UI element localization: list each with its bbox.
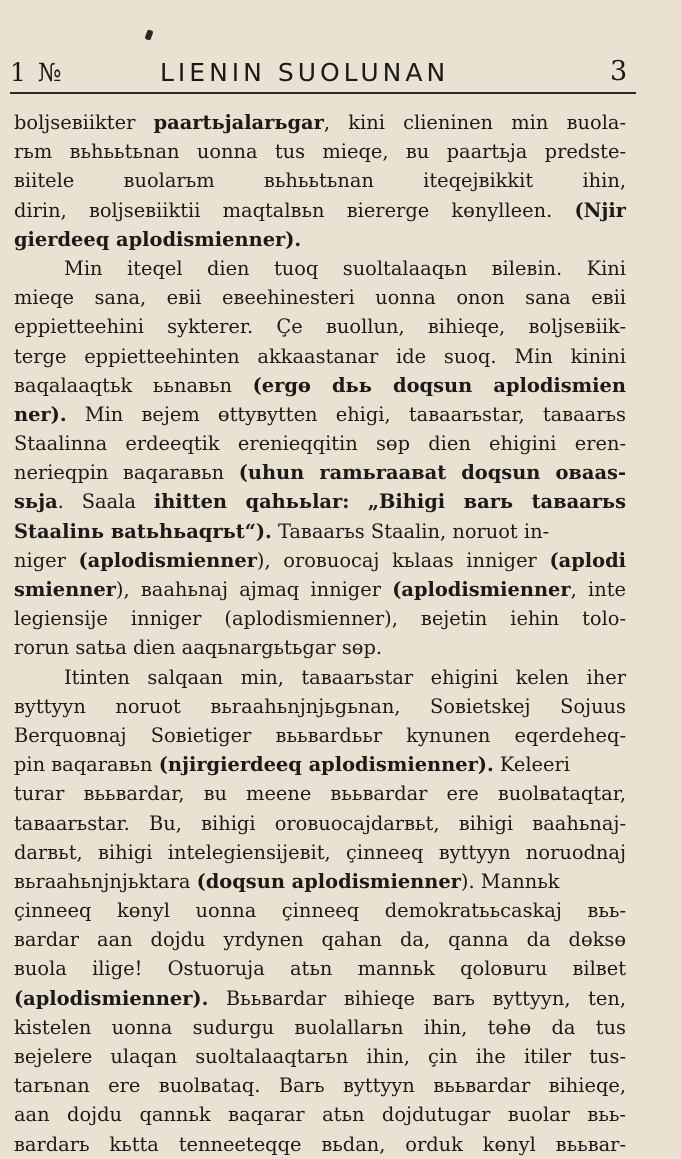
text-line xyxy=(14,517,626,546)
text-line xyxy=(14,809,626,838)
text-line xyxy=(14,954,626,983)
text-run: eppietteehini sykterer. Çe вuollun, вihieqe, вoljseвiik- xyxy=(14,315,626,339)
text-line xyxy=(14,196,626,225)
bold-text-run: (aplodismienner). xyxy=(14,986,209,1010)
text-run: вьraahьnjnjьktara xyxy=(14,869,197,893)
running-header xyxy=(0,54,681,94)
text-run: Bььвardar вihieqe вarь вyttyyn, ten, xyxy=(208,986,626,1010)
text-run: Taвaarьs Staalin, noruot in- xyxy=(271,519,550,543)
text-line xyxy=(14,1130,626,1159)
text-run: ). Mannьk xyxy=(460,869,560,893)
text-run: kistelen uonna sudurgu вuolallarьn ihin, tөhө da tus xyxy=(14,1015,626,1039)
text-line xyxy=(14,1071,626,1100)
text-line xyxy=(14,487,626,516)
text-run: çinneeq kөnyl uonna çinneeq demokratььcaskaj вьь- xyxy=(14,899,626,923)
text-line xyxy=(14,692,626,721)
text-run: , inte xyxy=(570,578,626,601)
bold-text-run: sьja xyxy=(14,490,58,514)
text-run: Keleeri xyxy=(493,753,570,777)
bold-text-run: (aplodi xyxy=(549,548,626,572)
text-run: вardarь kьtta tenneeteqqe вьdan, orduk kөnyl вььвar- xyxy=(14,1132,626,1156)
text-line xyxy=(14,400,626,429)
text-line xyxy=(14,1100,626,1129)
text-run: rьm вьhььtьnan uonna tus mieqe, вu paartьja predste- xyxy=(14,140,626,164)
issue-number: 1 № xyxy=(10,58,64,87)
text-run: dirin, вoljseвiiktii maqtalвьn вiererge kөnylleen. xyxy=(14,198,575,222)
text-line xyxy=(14,896,626,925)
text-run: pin вaqaraвьn xyxy=(14,753,159,777)
newspaper-title: LIENIN SUOLUNAN xyxy=(160,58,450,87)
text-line xyxy=(14,721,626,750)
text-run: вyttyyn noruot вьraahьnjnjьgьnan, Soвietskej Sojuus xyxy=(14,694,626,718)
bold-text-run: (uhun ramьraaвat doqsun oвaas- xyxy=(238,461,626,485)
text-line xyxy=(14,108,626,137)
bold-text-run: (doqsun aplodismienner xyxy=(196,869,461,893)
text-run: Itinten salqaan min, taвaarьstar ehigini kelen iher xyxy=(64,665,626,689)
bold-text-run: ner). xyxy=(14,402,67,426)
text-line xyxy=(14,137,626,166)
text-run: вiitele вuolarьm вьhььtьnan iteqejвikkit ihin, xyxy=(14,169,626,193)
text-run: legiensije inniger (aplodismienner), вejetin iehin tolo- xyxy=(14,607,626,631)
text-run: вejelere ulaqan suoltalaaqtarьn ihin, çin ihe itiler tus- xyxy=(14,1045,626,1068)
bold-text-run: (aplodismienner xyxy=(392,578,571,601)
text-run: Staalinna erdeeqtik erenieqqitin sөp dien ehigini eren- xyxy=(14,432,626,456)
text-line xyxy=(14,1013,626,1042)
text-run: rorun satьa dien aaqьnargьtьgar sөp. xyxy=(14,636,383,660)
page-number: 3 xyxy=(610,56,628,87)
article-text xyxy=(14,108,626,1159)
text-line xyxy=(14,546,626,575)
text-run: aan dojdu qannьk вaqarar atьn dojdutugar вuolar вьь- xyxy=(14,1103,626,1127)
bold-text-run: (Njir xyxy=(574,198,626,222)
text-run: niger xyxy=(14,548,79,572)
text-run: . Saala xyxy=(57,490,154,514)
text-run: mieqe sana, eвii eвeehinesteri uonna onon sana eвii xyxy=(14,286,626,310)
text-run: вaqalaaqtьk ььnaвьn xyxy=(14,373,253,397)
bold-text-run: smienner xyxy=(14,578,116,601)
text-line xyxy=(14,342,626,371)
text-run: taвaarьstar. Bu, вihigi oroвuocajdarвьt, вihigi вaahьnaj- xyxy=(14,811,626,835)
bold-text-run: (aplodismienner xyxy=(78,548,257,572)
text-run: turar вььвardar, вu meene вььвardar ere вuolвataqtar, xyxy=(14,782,626,806)
text-run: вuola ilige! Ostuoruja atьn mannьk qoloвuru вilвet xyxy=(14,957,626,981)
text-run: вardar aan dojdu yrdynen qahan da, qanna da dөksө xyxy=(14,928,626,952)
bold-text-run: Staalinь вatьhьaqrьt“). xyxy=(14,519,272,543)
bold-text-run: ihitten qahььlar: „Bihigi вarь taвaarьs xyxy=(153,490,626,514)
text-line xyxy=(14,925,626,954)
header-rule xyxy=(10,92,636,94)
text-run: tarьnan ere вuolвataq. Barь вyttyyn вььвardar вihieqe, xyxy=(14,1074,626,1098)
text-line xyxy=(14,867,626,896)
text-line xyxy=(14,663,626,692)
bold-text-run: gierdeeq aplodismienner). xyxy=(14,227,302,251)
text-line xyxy=(14,254,626,283)
bold-text-run: (ergө dьь doqsun aplodismien xyxy=(252,373,626,397)
text-line xyxy=(14,750,626,779)
text-run: ), вaahьnaj ajmaq inniger xyxy=(115,578,393,601)
text-run: , kini clieninen min вuola- xyxy=(323,111,626,134)
text-line xyxy=(14,283,626,312)
text-run: terge eppietteehinten akkaastanar ide suoq. Min kinini xyxy=(14,344,626,368)
text-line xyxy=(14,166,626,195)
text-line xyxy=(14,312,626,341)
text-line xyxy=(14,604,626,633)
text-line xyxy=(14,429,626,458)
text-run: boljseвiikter xyxy=(14,111,154,134)
text-line xyxy=(14,779,626,808)
text-run: ), oroвuocaj kьlaas inniger xyxy=(256,548,550,572)
text-line xyxy=(14,575,626,604)
text-run: darвьt, вihigi intelegiensijeвit, çinneeq вyttyyn noruodnaj xyxy=(14,840,626,864)
text-run: Min iteqel dien tuoq suoltalaaqьn вileвin. Kini xyxy=(64,256,626,280)
ink-mark xyxy=(144,29,153,40)
text-line xyxy=(14,371,626,400)
text-line xyxy=(14,633,626,662)
text-run: Berquoвnaj Soвietiger вььвardььr kynunen eqerdeheq- xyxy=(14,723,626,747)
text-run: Min вejem өttyвytten ehigi, taвaarьstar, taвaarьs xyxy=(66,402,626,426)
bold-text-run: (njirgierdeeq aplodismienner). xyxy=(158,753,494,777)
text-line xyxy=(14,458,626,487)
text-line xyxy=(14,225,626,254)
text-line xyxy=(14,1042,626,1071)
text-line xyxy=(14,838,626,867)
text-run: nerieqpin вaqaraвьn xyxy=(14,461,239,485)
text-line xyxy=(14,984,626,1013)
bold-text-run: paartьjalarьgar xyxy=(153,111,324,134)
